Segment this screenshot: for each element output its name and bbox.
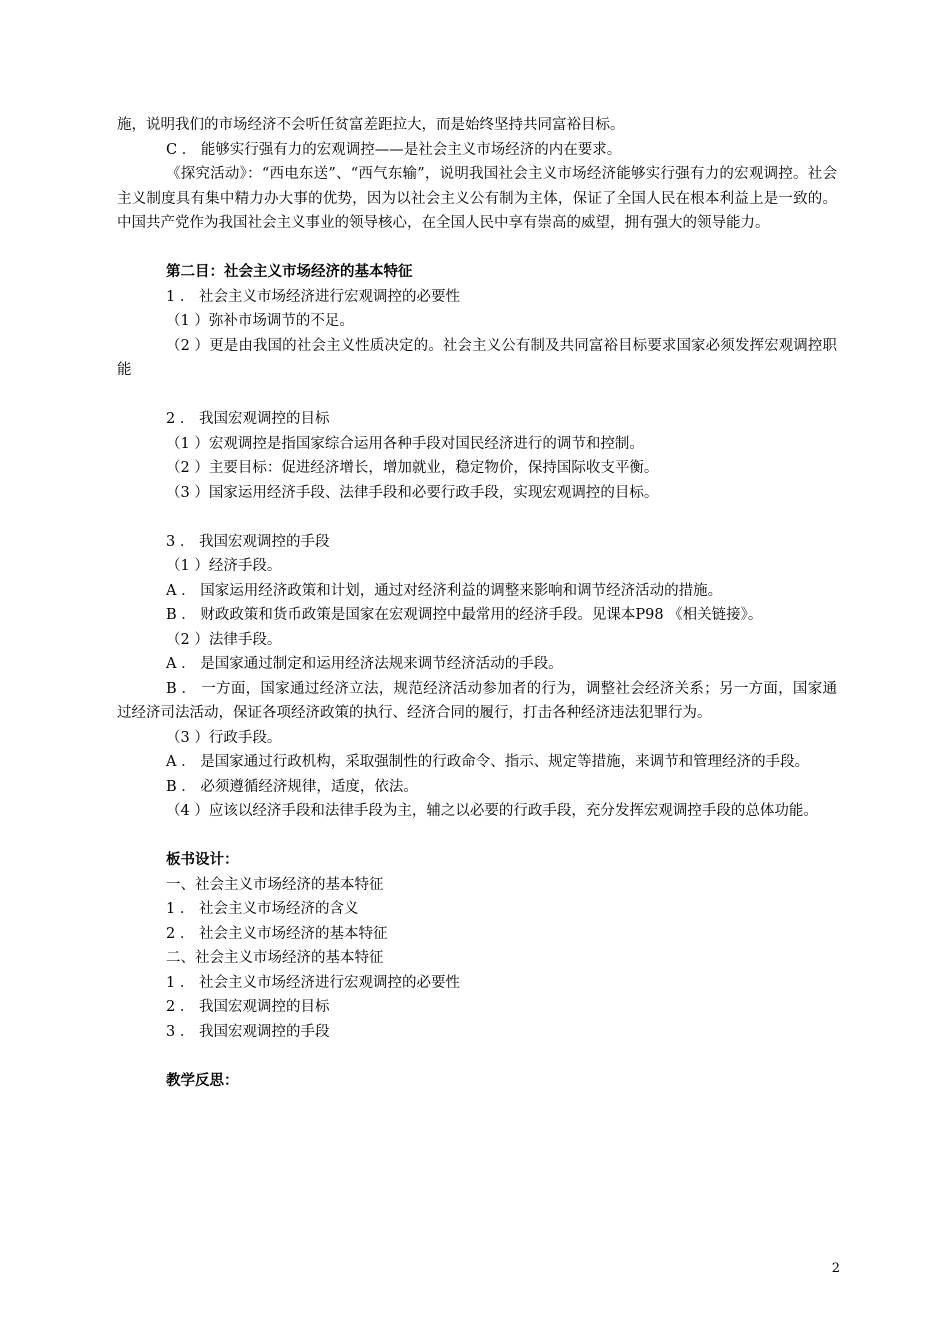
paragraph: 1 ． 社会主义市场经济的含义 — [166, 901, 359, 917]
section-heading: 第二目：社会主义市场经济的基本特征 — [166, 263, 413, 280]
section-heading: 教学反思： — [166, 1071, 239, 1089]
paragraph: B ． 必须遵循经济规律，适度，依法。 — [166, 778, 418, 795]
paragraph-spacer — [117, 236, 837, 261]
paragraph-spacer — [117, 383, 837, 408]
paragraph: （2 ）主要目标：促进经济增长，增加就业，稳定物价，保持国际收支平衡。 — [166, 460, 659, 476]
section-heading: 板书设计： — [166, 851, 239, 868]
paragraph: （3 ）国家运用经济手段、法律手段和必要行政手段，实现宏观调控的目标。 — [166, 484, 659, 501]
paragraph: （4 ）应该以经济手段和法律手段为主，辅之以必要的行政手段，充分发挥宏观调控手段的总体功能。 — [166, 803, 818, 819]
paragraph: C ． 能够实行强有力的宏观调控——是社会主义市场经济的内在要求。 — [166, 141, 622, 158]
paragraph: A ． 是国家通过行政机构，采取强制性的行政命令、指示、规定等措施，来调节和管理经济的手段。 — [166, 754, 810, 770]
paragraph: （1 ）宏观调控是指国家综合运用各种手段对国民经济进行的调节和控制。 — [166, 435, 644, 452]
paragraph: 一、社会主义市场经济的基本特征 — [166, 876, 384, 893]
paragraph: 2 ． 我国宏观调控的目标 — [166, 999, 330, 1015]
paragraph: （2 ）法律手段。 — [166, 631, 282, 648]
paragraph: 3 ． 我国宏观调控的手段 — [166, 533, 330, 550]
paragraph-spacer — [117, 505, 837, 530]
paragraph: 1 ． 社会主义市场经济进行宏观调控的必要性 — [166, 288, 460, 305]
paragraph: 《探究活动》：“西电东送”、“西气东输”，说明我国社会主义市场经济能够实行强有力的宏观调控。社会主义制度具有集中精力办大事的优势，因为以社会主义公有制为主体，保证了全国人民在根本利益上是一致的。中国共产党作为我国社会主义事业的领导核心，在全国人民中享有崇高的威望，拥有强大的领导能力。 — [117, 166, 837, 231]
paragraph: （2 ）更是由我国的社会主义性质决定的。社会主义公有制及共同富裕目标要求国家必须发挥宏观调控职能 — [117, 337, 837, 378]
paragraph: 二、社会主义市场经济的基本特征 — [166, 950, 384, 966]
page-number: 2 — [831, 1261, 840, 1276]
paragraph-spacer — [117, 1044, 837, 1069]
paragraph: A ． 是国家通过制定和运用经济法规来调节经济活动的手段。 — [166, 656, 563, 672]
paragraph: 2 ． 社会主义市场经济的基本特征 — [166, 925, 388, 942]
paragraph: （3 ）行政手段。 — [166, 729, 282, 746]
document-body — [117, 113, 837, 1093]
paragraph-spacer — [117, 824, 837, 849]
paragraph: 3 ． 我国宏观调控的手段 — [166, 1023, 330, 1040]
paragraph: （1 ）经济手段。 — [166, 558, 282, 574]
paragraph: A ． 国家运用经济政策和计划，通过对经济利益的调整来影响和调节经济活动的措施。 — [166, 582, 723, 599]
paragraph: 1 ． 社会主义市场经济进行宏观调控的必要性 — [166, 974, 460, 991]
paragraph: （1 ）弥补市场调节的不足。 — [166, 313, 354, 329]
paragraph: B ． 财政政策和货币政策是国家在宏观调控中最常用的经济手段。见课本P98 《相关链接》。 — [166, 607, 763, 623]
paragraph: B ． 一方面，国家通过经济立法，规范经济活动参加者的行为，调整社会经济关系；另一方面，国家通过经济司法活动，保证各项经济政策的执行、经济合同的履行，打击各种经济违法犯罪行为。 — [117, 680, 837, 721]
paragraph: 2 ． 我国宏观调控的目标 — [166, 411, 330, 427]
paragraph: 施，说明我们的市场经济不会听任贫富差距拉大，而是始终坚持共同富裕目标。 — [117, 117, 625, 133]
